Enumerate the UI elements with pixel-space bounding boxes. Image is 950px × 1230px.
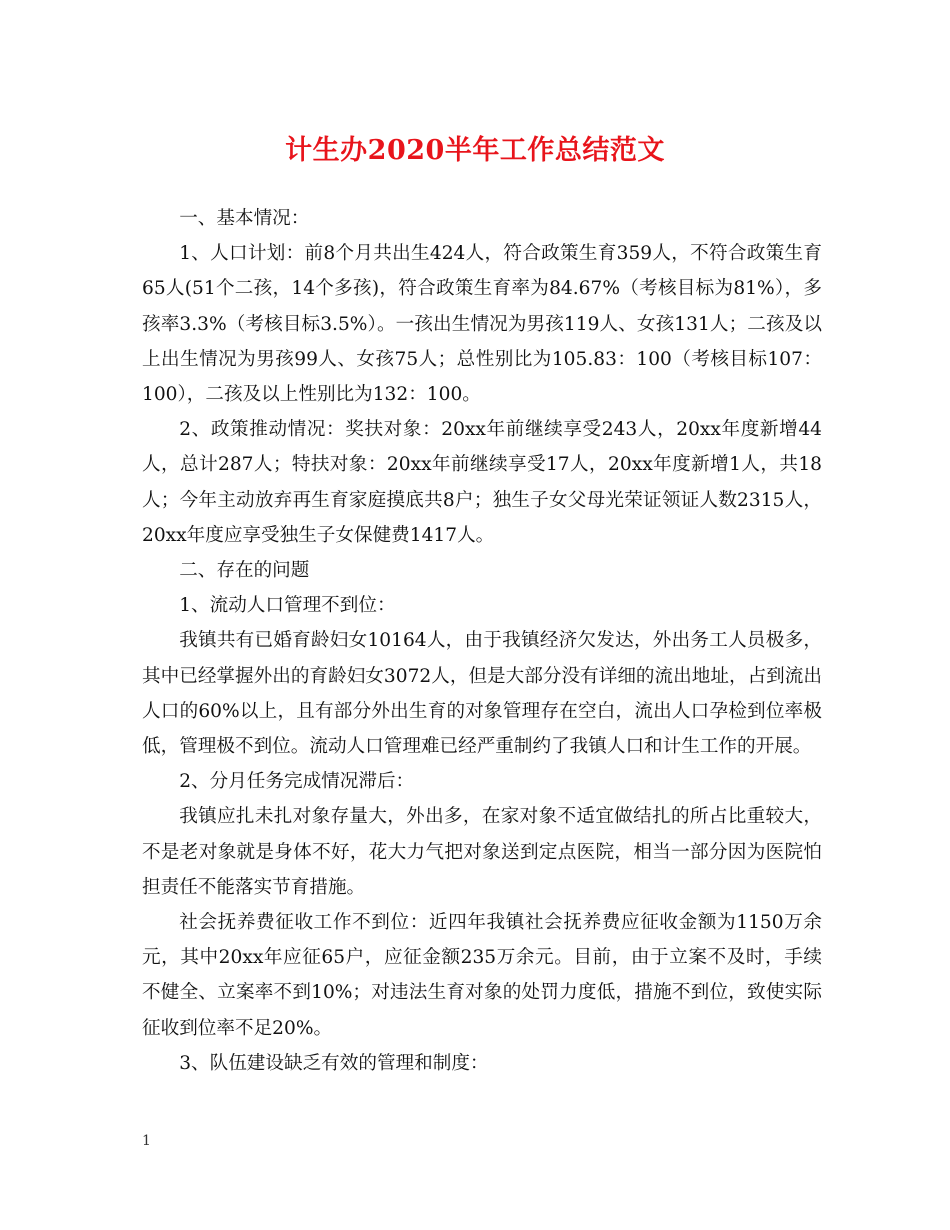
subheading-floating-population: 1、流动人口管理不到位： <box>179 595 396 617</box>
paragraph-monthly-tasks: 我镇应扎未扎对象存量大，外出多，在家对象不适宜做结扎的所占比重较大，不是老对象就是身体不好，花大力气把对象送到定点医院，相当一部分因为医院怕担责任不能落实节育措施。 <box>142 806 822 898</box>
document-body <box>142 201 822 1081</box>
paragraph-population-plan: 1、人口计划：前8个月共出生424人，符合政策生育359人，不符合政策生育65人(51个二孩，14个多孩)，符合政策生育率为84.67%（考核目标为81%），多孩率3.3%（考核目标3.5%）。一孩出生情况为男孩119人、女孩131人；二孩及以上出生情况为男孩99人、女孩75人；总性别比为105.83：100（考核目标107：100），二孩及以上性别比为132：100。 <box>142 243 822 406</box>
page-number: 1 <box>142 1133 151 1149</box>
document-title: 计生办2020半年工作总结范文 <box>285 135 665 166</box>
paragraph-social-support-fee: 社会抚养费征收工作不到位：近四年我镇社会抚养费应征收金额为1150万余元，其中20xx年应征65户，应征金额235万余元。目前，由于立案不及时，手续不健全、立案率不到10%；对违法生育对象的处罚力度低，措施不到位，致使实际征收到位率不足20%。 <box>142 912 822 1039</box>
paragraph-policy-promotion: 2、政策推动情况：奖扶对象：20xx年前继续享受243人，20xx年度新增44人，总计287人；特扶对象：20xx年前继续享受17人，20xx年度新增1人，共18人；今年主动放弃再生育家庭摸底共8户；独生子女父母光荣证领证人数2315人，20xx年度应享受独生子女保健费1417人。 <box>142 419 822 546</box>
section-heading-basic-situation: 一、基本情况： <box>179 208 310 229</box>
subheading-monthly-tasks: 2、分月任务完成情况滞后： <box>179 771 415 793</box>
section-heading-existing-problems: 二、存在的问题 <box>179 560 310 582</box>
subheading-team-building: 3、队伍建设缺乏有效的管理和制度： <box>179 1052 489 1074</box>
paragraph-floating-population: 我镇共有已婚育龄妇女10164人，由于我镇经济欠发达，外出务工人员极多，其中已经掌握外出的育龄妇女3072人，但是大部分没有详细的流出地址，占到流出人口的60%以上，且有部分外出生育的对象管理存在空白，流出人口孕检到位率极低，管理极不到位。流动人口管理难已经严重制约了我镇人口和计生工作的开展。 <box>142 630 822 758</box>
